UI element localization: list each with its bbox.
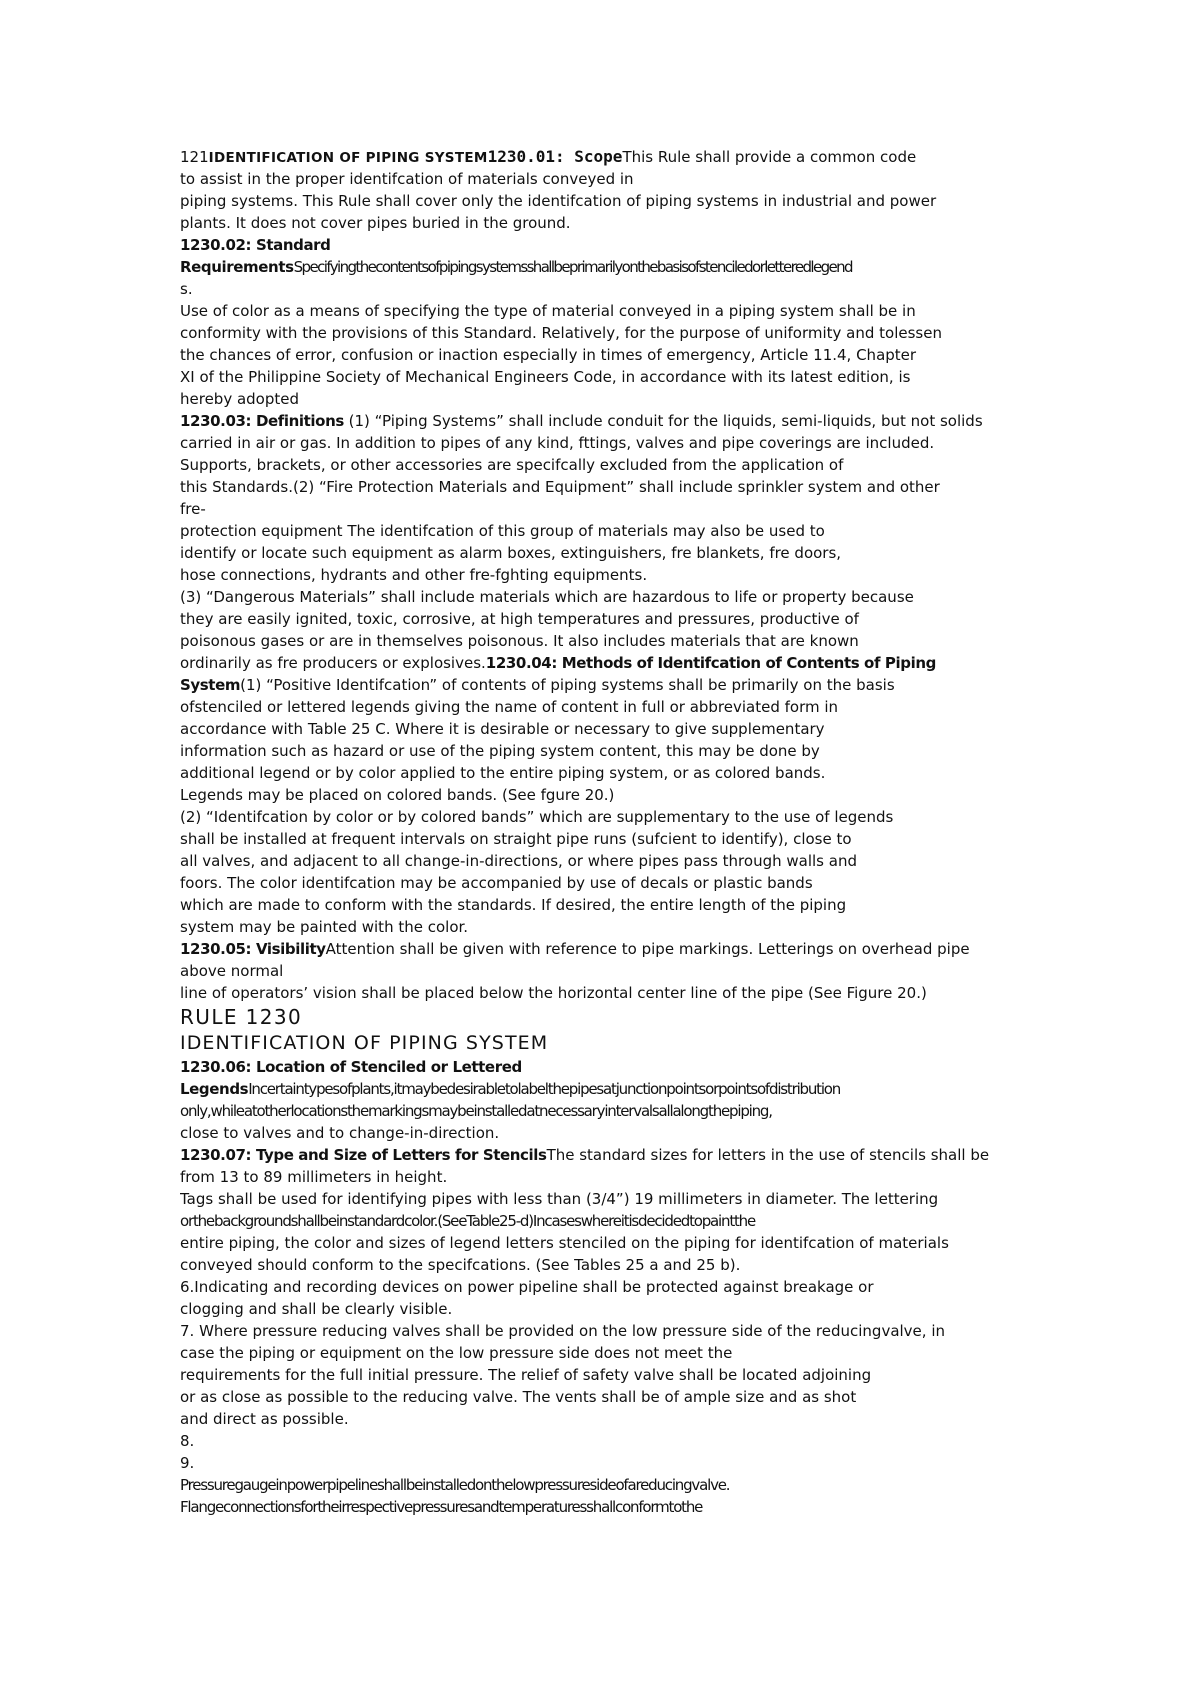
- visibility-text: Attention shall be given with reference to pipe markings. Letterings on overhead pipe: [325, 940, 970, 958]
- text-line: [180, 410, 1030, 432]
- text-line: Flangeconnectionsfortheirrespectivepressuresandtemperaturesshallconformtothe: [180, 1498, 703, 1516]
- text-line: clogging and shall be clearly visible.: [180, 1300, 453, 1318]
- text-line: the chances of error, confusion or inaction especially in times of emergency, Article 11.4, Chapter: [180, 346, 917, 364]
- text-line: [180, 674, 1030, 696]
- system-label: System: [180, 676, 241, 694]
- text-line: ofstenciled or lettered legends giving the name of content in full or abbreviated form in: [180, 698, 839, 716]
- text-line: and direct as possible.: [180, 1410, 349, 1428]
- text-line: [180, 1078, 1030, 1100]
- text-line: entire piping, the color and sizes of legend letters stenciled on the piping for identifcation of materials: [180, 1234, 949, 1252]
- text-line: all valves, and adjacent to all change-in-directions, or where pipes pass through walls and: [180, 852, 857, 870]
- document-heading: IDENTIFICATION OF PIPING SYSTEM: [208, 150, 488, 166]
- methods-section-label: 1230.04: Methods of Identifcation of Contents of Piping: [485, 654, 936, 672]
- text-line: poisonous gases or are in themselves poisonous. It also includes materials that are known: [180, 632, 859, 650]
- text-line: system may be painted with the color.: [180, 918, 469, 936]
- definitions-text: (1) “Piping Systems” shall include conduit for the liquids, semi-liquids, but not solids: [343, 412, 983, 430]
- text-line: Tags shall be used for identifying pipes with less than (3/4”) 19 millimeters in diameter. The lettering: [180, 1190, 939, 1208]
- text-line: fre-: [180, 500, 206, 518]
- text-line: foors. The color identifcation may be accompanied by use of decals or plastic bands: [180, 874, 813, 892]
- scope-text: This Rule shall provide a common code: [622, 148, 917, 166]
- text-line: close to valves and to change-in-direction.: [180, 1124, 500, 1142]
- legends-label: Legends: [180, 1080, 249, 1098]
- standard-section-label: 1230.02: Standard: [180, 236, 331, 254]
- text-line: [180, 652, 1030, 674]
- text-line: accordance with Table 25 C. Where it is desirable or necessary to give supplementary: [180, 720, 825, 738]
- text-line: s.: [180, 280, 193, 298]
- definitions-last-text: ordinarily as fre producers or explosives.: [180, 654, 486, 672]
- text-line: XI of the Philippine Society of Mechanical Engineers Code, in accordance with its latest edition, is: [180, 368, 911, 386]
- text-line: Pressuregaugeinpowerpipelineshallbeinstalledonthelowpressuresideofareducingvalve.: [180, 1476, 730, 1494]
- requirements-label: Requirements: [180, 258, 294, 276]
- text-line: this Standards.(2) “Fire Protection Materials and Equipment” shall include sprinkler system and other: [180, 478, 940, 496]
- text-line: [180, 256, 1030, 278]
- visibility-section-label: 1230.05: Visibility: [180, 940, 326, 958]
- text-line: 6.Indicating and recording devices on power pipeline shall be protected against breakage or: [180, 1278, 874, 1296]
- text-line: [180, 938, 1030, 960]
- stencils-text: The standard sizes for letters in the use of stencils shall be: [546, 1146, 990, 1164]
- text-line: carried in air or gas. In addition to pipes of any kind, fttings, valves and pipe coverings are included.: [180, 434, 935, 452]
- location-section-label: 1230.06: Location of Stenciled or Lettered: [180, 1058, 522, 1076]
- text-line: or as close as possible to the reducing valve. The vents shall be of ample size and as shot: [180, 1388, 857, 1406]
- list-number: 8.: [180, 1432, 195, 1450]
- text-line: conformity with the provisions of this Standard. Relatively, for the purpose of uniformity and tolessen: [180, 324, 942, 342]
- text-line: hose connections, hydrants and other fre-fghting equipments.: [180, 566, 648, 584]
- page-number: 121: [180, 148, 209, 166]
- text-line: (2) “Identifcation by color or by colored bands” which are supplementary to the use of legends: [180, 808, 894, 826]
- methods-text: (1) “Positive Identifcation” of contents of piping systems shall be primarily on the basis: [240, 676, 895, 694]
- intro-line: [180, 146, 1030, 168]
- text-line: information such as hazard or use of the piping system content, this may be done by: [180, 742, 820, 760]
- list-number: 9.: [180, 1454, 195, 1472]
- requirements-text: Specifyingthecontentsofpipingsystemsshallbeprimarilyonthebasisofstenciledorletteredlegend: [293, 258, 852, 276]
- text-line: which are made to conform with the standards. If desired, the entire length of the piping: [180, 896, 847, 914]
- text-line: piping systems. This Rule shall cover only the identifcation of piping systems in industrial and power: [180, 192, 937, 210]
- text-line: above normal: [180, 962, 284, 980]
- text-line: only,whileatotherlocationsthemarkingsmaybeinstalledatnecessaryintervalsallalongthepiping,: [180, 1102, 772, 1120]
- text-line: hereby adopted: [180, 390, 300, 408]
- text-line: (3) “Dangerous Materials” shall include materials which are hazardous to life or property because: [180, 588, 914, 606]
- text-line: protection equipment The identifcation of this group of materials may also be used to: [180, 522, 825, 540]
- text-line: additional legend or by color applied to the entire piping system, or as colored bands.: [180, 764, 826, 782]
- text-line: orthebackgroundshallbeinstandardcolor.(SeeTable25-d)Incaseswhereitisdecidedtopaintthe: [180, 1212, 756, 1230]
- text-line: to assist in the proper identifcation of materials conveyed in: [180, 170, 634, 188]
- text-line: 7. Where pressure reducing valves shall be provided on the low pressure side of the reducingvalve, in: [180, 1322, 945, 1340]
- text-line: Supports, brackets, or other accessories are specifcally excluded from the application of: [180, 456, 844, 474]
- text-line: identify or locate such equipment as alarm boxes, extinguishers, fre blankets, fre doors,: [180, 544, 842, 562]
- rule-title-heading: IDENTIFICATION OF PIPING SYSTEM: [180, 1032, 549, 1054]
- text-line: shall be installed at frequent intervals on straight pipe runs (sufcient to identify), close to: [180, 830, 852, 848]
- text-line: conveyed should conform to the specifcations. (See Tables 25 a and 25 b).: [180, 1256, 741, 1274]
- text-line: from 13 to 89 millimeters in height.: [180, 1168, 448, 1186]
- legends-text: Incertaintypesofplants,itmaybedesirabletolabelthepipesatjunctionpointsorpointsofdistribution: [248, 1080, 841, 1098]
- text-line: plants. It does not cover pipes buried in the ground.: [180, 214, 571, 232]
- text-line: requirements for the full initial pressure. The relief of safety valve shall be located adjoining: [180, 1366, 872, 1384]
- stencils-section-label: 1230.07: Type and Size of Letters for Stencils: [180, 1146, 547, 1164]
- scope-section-label: 1230.01: Scope: [487, 147, 623, 166]
- text-line: Use of color as a means of specifying the type of material conveyed in a piping system shall be in: [180, 302, 916, 320]
- text-line: they are easily ignited, toxic, corrosive, at high temperatures and pressures, productive of: [180, 610, 859, 628]
- text-line: line of operators’ vision shall be placed below the horizontal center line of the pipe (See Figure 20.): [180, 984, 927, 1002]
- definitions-section-label: 1230.03: Definitions: [180, 412, 344, 430]
- document-body: [180, 146, 1030, 1518]
- text-line: case the piping or equipment on the low pressure side does not meet the: [180, 1344, 733, 1362]
- rule-number-heading: RULE 1230: [180, 1005, 303, 1029]
- text-line: Legends may be placed on colored bands. (See fgure 20.): [180, 786, 615, 804]
- text-line: [180, 1144, 1030, 1166]
